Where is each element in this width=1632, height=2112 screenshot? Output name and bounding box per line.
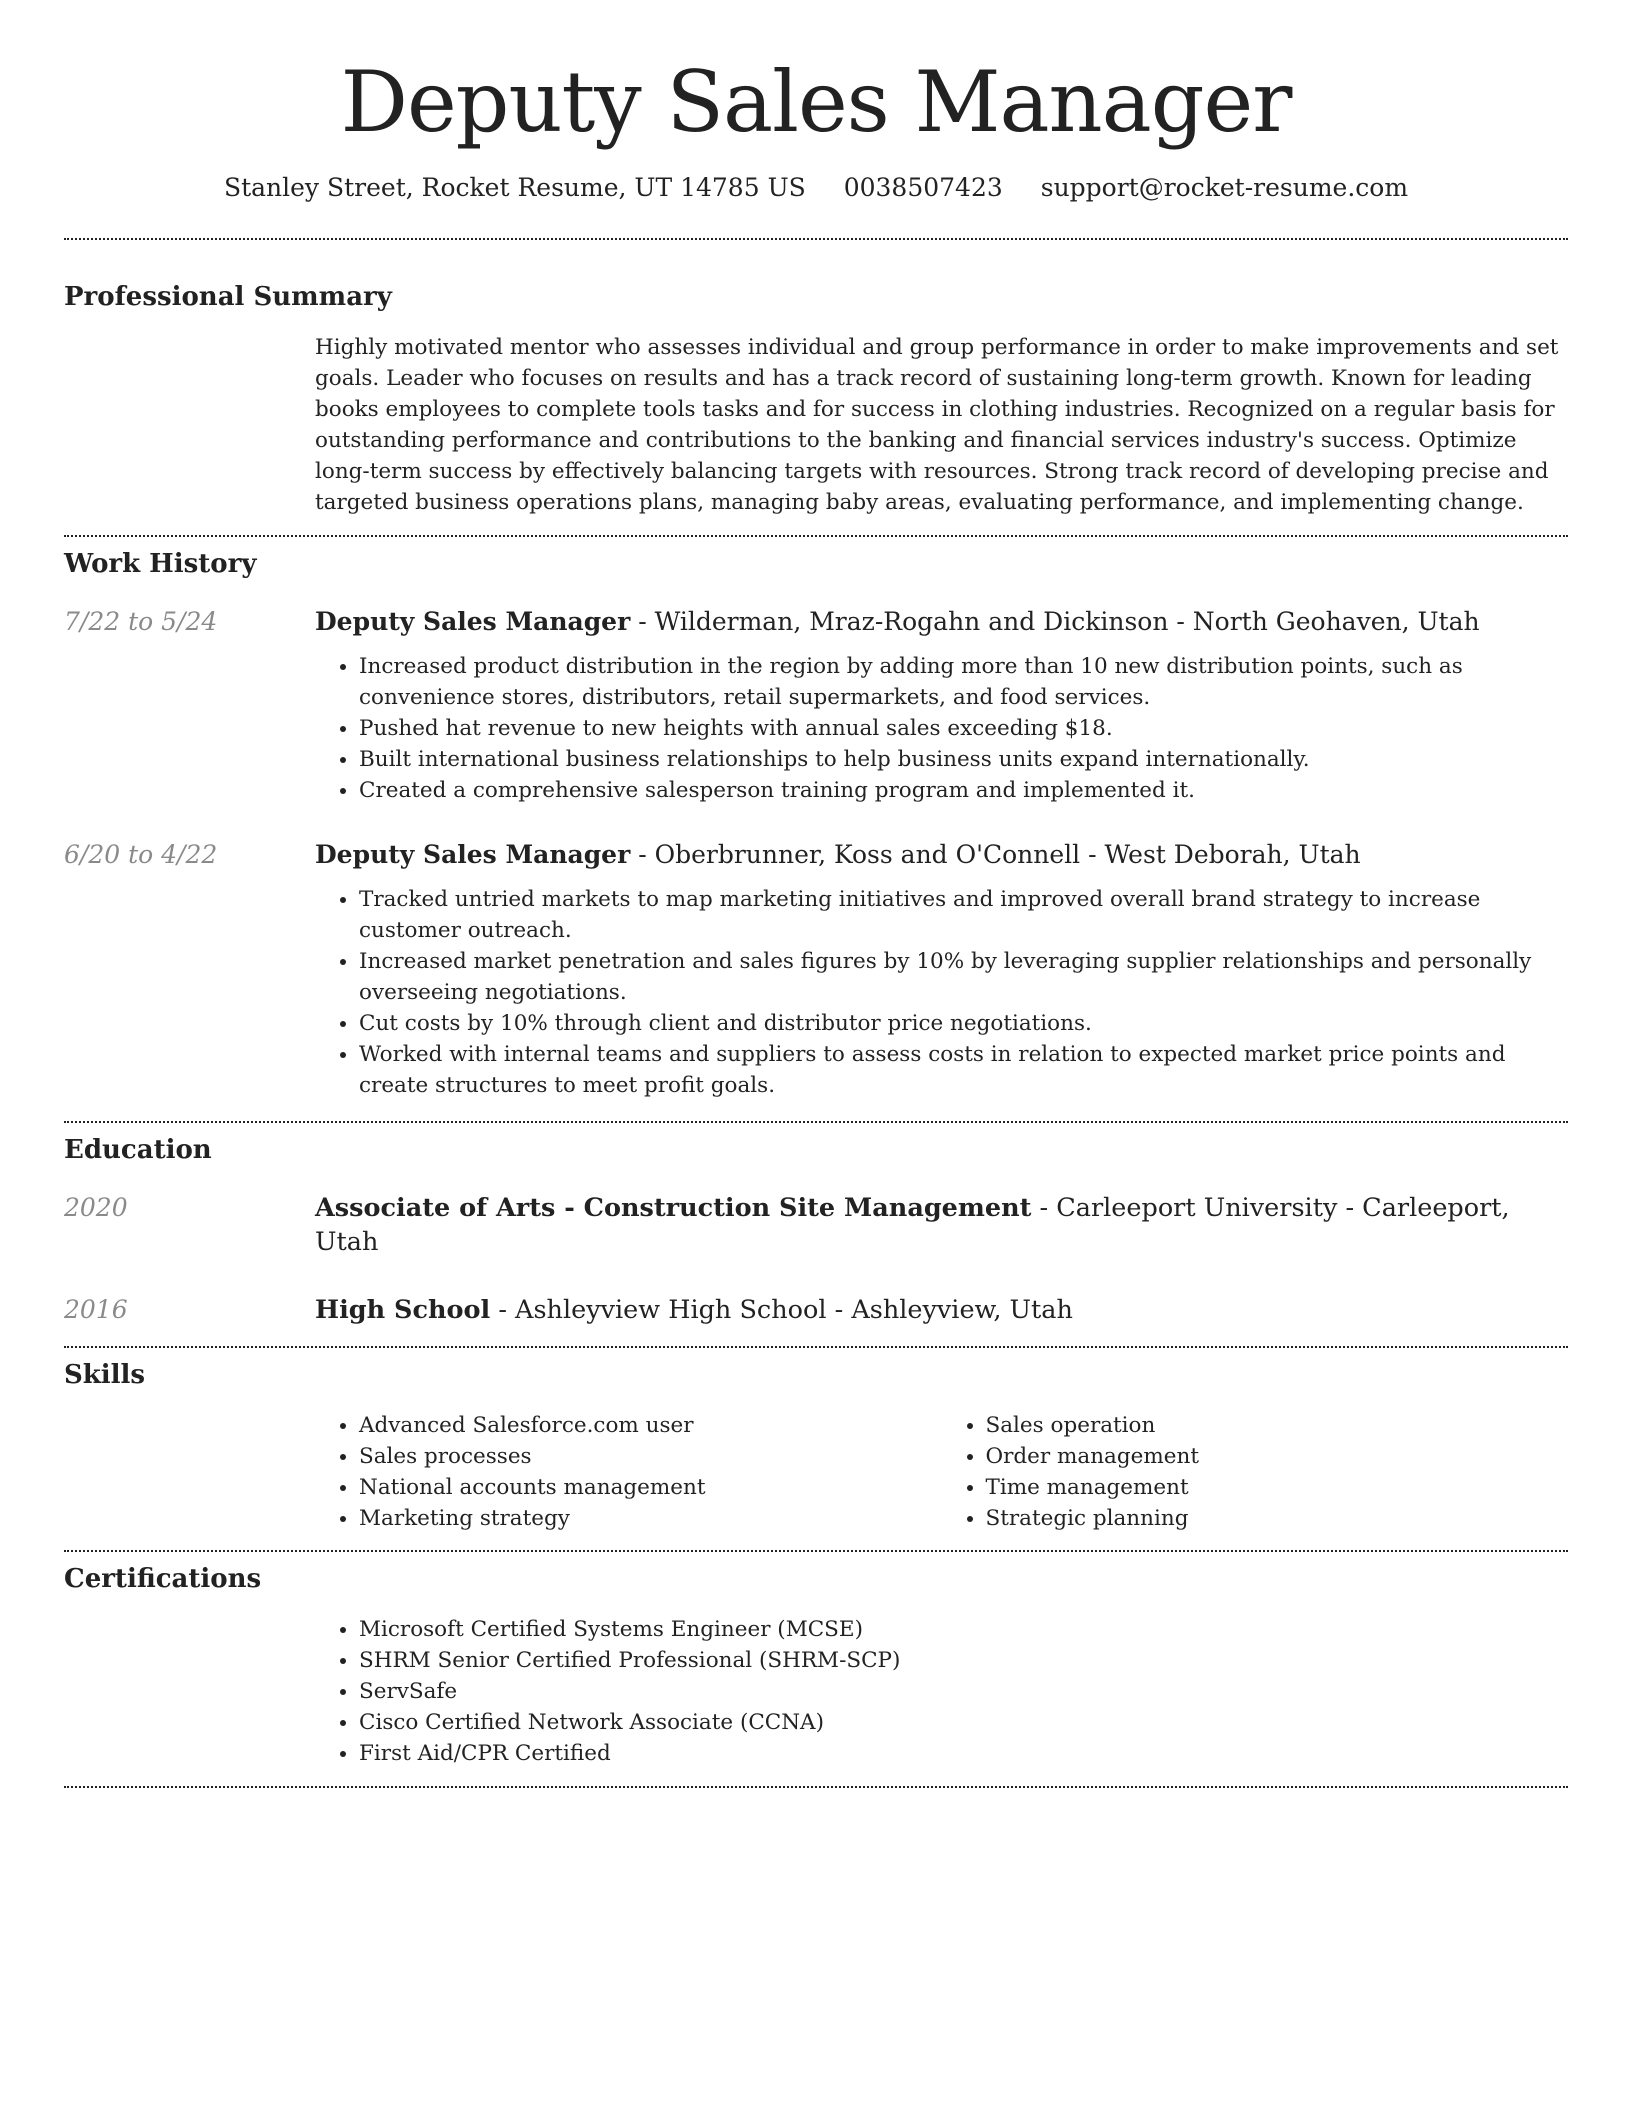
skill-item: • Sales operation	[986, 1410, 1569, 1441]
education-details: - Ashleyview High School - Ashleyview, Utah	[490, 1295, 1073, 1325]
education-degree: Associate of Arts - Construction Site Management	[315, 1193, 1032, 1223]
skills-grid	[315, 1410, 1568, 1534]
job-bullet: • Created a comprehensive salesperson training program and implemented it.	[359, 775, 1568, 806]
divider	[64, 238, 1568, 240]
education-title: Education	[64, 1135, 212, 1165]
certifications-section	[64, 1562, 1568, 1769]
certification-item: • ServSafe	[359, 1676, 1568, 1707]
divider	[64, 1121, 1568, 1123]
job-title	[315, 838, 1568, 872]
resume-page	[64, 0, 1568, 1788]
job-bullet: • Cut costs by 10% through client and distributor price negotiations.	[359, 1008, 1568, 1039]
job-bullets	[315, 651, 1568, 806]
resume-name: Deputy Sales Manager	[340, 53, 1292, 151]
work-history-title: Work History	[64, 549, 257, 579]
skills-section	[64, 1358, 1568, 1534]
summary-title: Professional Summary	[64, 282, 392, 312]
job-bullets	[315, 884, 1568, 1101]
job-bullet: • Tracked untried markets to map marketing initiatives and improved overall brand strategy to increase customer outreach.	[359, 884, 1568, 946]
skills-list-left	[315, 1410, 942, 1534]
contact-address: Stanley Street, Rocket Resume, UT 14785 US	[223, 173, 806, 202]
education-line	[315, 1191, 1568, 1259]
job-bullet: • Pushed hat revenue to new heights with annual sales exceeding $18.	[359, 713, 1568, 744]
education-section	[64, 1133, 1568, 1327]
certification-item: • SHRM Senior Certified Professional (SHRM-SCP)	[359, 1645, 1568, 1676]
job-bullet: • Increased product distribution in the region by adding more than 10 new distribution points, such as convenience stores, distributors, retail supermarkets, and food services.	[359, 651, 1568, 713]
education-entry	[64, 1293, 1568, 1327]
summary-section	[64, 280, 1568, 518]
education-entry	[64, 1191, 1568, 1259]
job-title	[315, 605, 1568, 639]
divider	[64, 1346, 1568, 1348]
contact-line	[64, 172, 1568, 204]
education-year: 2016	[64, 1295, 128, 1324]
education-line	[315, 1293, 1568, 1327]
job-entry	[64, 605, 1568, 806]
skill-item: • Marketing strategy	[359, 1503, 942, 1534]
skill-item: • Sales processes	[359, 1441, 942, 1472]
skill-item: • Order management	[986, 1441, 1569, 1472]
divider	[64, 535, 1568, 537]
skill-item: • Time management	[986, 1472, 1569, 1503]
job-dates: 6/20 to 4/22	[64, 840, 218, 869]
contact-email: support@rocket-resume.com	[1040, 173, 1409, 202]
certification-item: • Microsoft Certified Systems Engineer (MCSE)	[359, 1614, 1568, 1645]
certifications-list	[315, 1614, 1568, 1769]
skills-list-right	[942, 1410, 1569, 1534]
certification-item: • First Aid/CPR Certified	[359, 1738, 1568, 1769]
job-role: Deputy Sales Manager	[315, 607, 631, 636]
summary-text: Highly motivated mentor who assesses individual and group performance in order to make improvements and set goals. Leader who focuses on results and has a track record of sustaining long-term growth. Known for leading books employees to complete tools tasks and for success in clothing industries. Recognized on a regular basis for outstanding performance and contributions to the banking and financial services industry's success. Optimize long-term success by effectively balancing targets with resources. Strong track record of developing precise and targeted business operations plans, managing baby areas, evaluating performance, and implementing change.	[315, 335, 1559, 515]
job-bullet: • Worked with internal teams and suppliers to assess costs in relation to expected market price points and create structures to meet profit goals.	[359, 1039, 1568, 1101]
education-details: - Carleeport University - Carleeport, Utah	[315, 1193, 1510, 1257]
skill-item: • Advanced Salesforce.com user	[359, 1410, 942, 1441]
job-details: - Wilderman, Mraz-Rogahn and Dickinson - North Geohaven, Utah	[630, 607, 1480, 636]
contact-phone: 0038507423	[843, 173, 1003, 202]
job-details: - Oberbrunner, Koss and O'Connell - West Deborah, Utah	[630, 840, 1361, 869]
skills-title: Skills	[64, 1360, 146, 1390]
job-dates: 7/22 to 5/24	[64, 607, 218, 636]
job-bullet: • Built international business relationships to help business units expand internationally.	[359, 744, 1568, 775]
job-bullet: • Increased market penetration and sales figures by 10% by leveraging supplier relationships and personally overseeing negotiations.	[359, 946, 1568, 1008]
education-year: 2020	[64, 1193, 128, 1222]
certifications-title: Certifications	[64, 1564, 262, 1594]
certification-item: • Cisco Certified Network Associate (CCNA)	[359, 1707, 1568, 1738]
skill-item: • National accounts management	[359, 1472, 942, 1503]
education-degree: High School	[315, 1295, 491, 1325]
divider	[64, 1786, 1568, 1788]
skill-item: • Strategic planning	[986, 1503, 1569, 1534]
work-history-section	[64, 547, 1568, 1101]
job-role: Deputy Sales Manager	[315, 840, 631, 869]
divider	[64, 1550, 1568, 1552]
job-entry	[64, 838, 1568, 1101]
